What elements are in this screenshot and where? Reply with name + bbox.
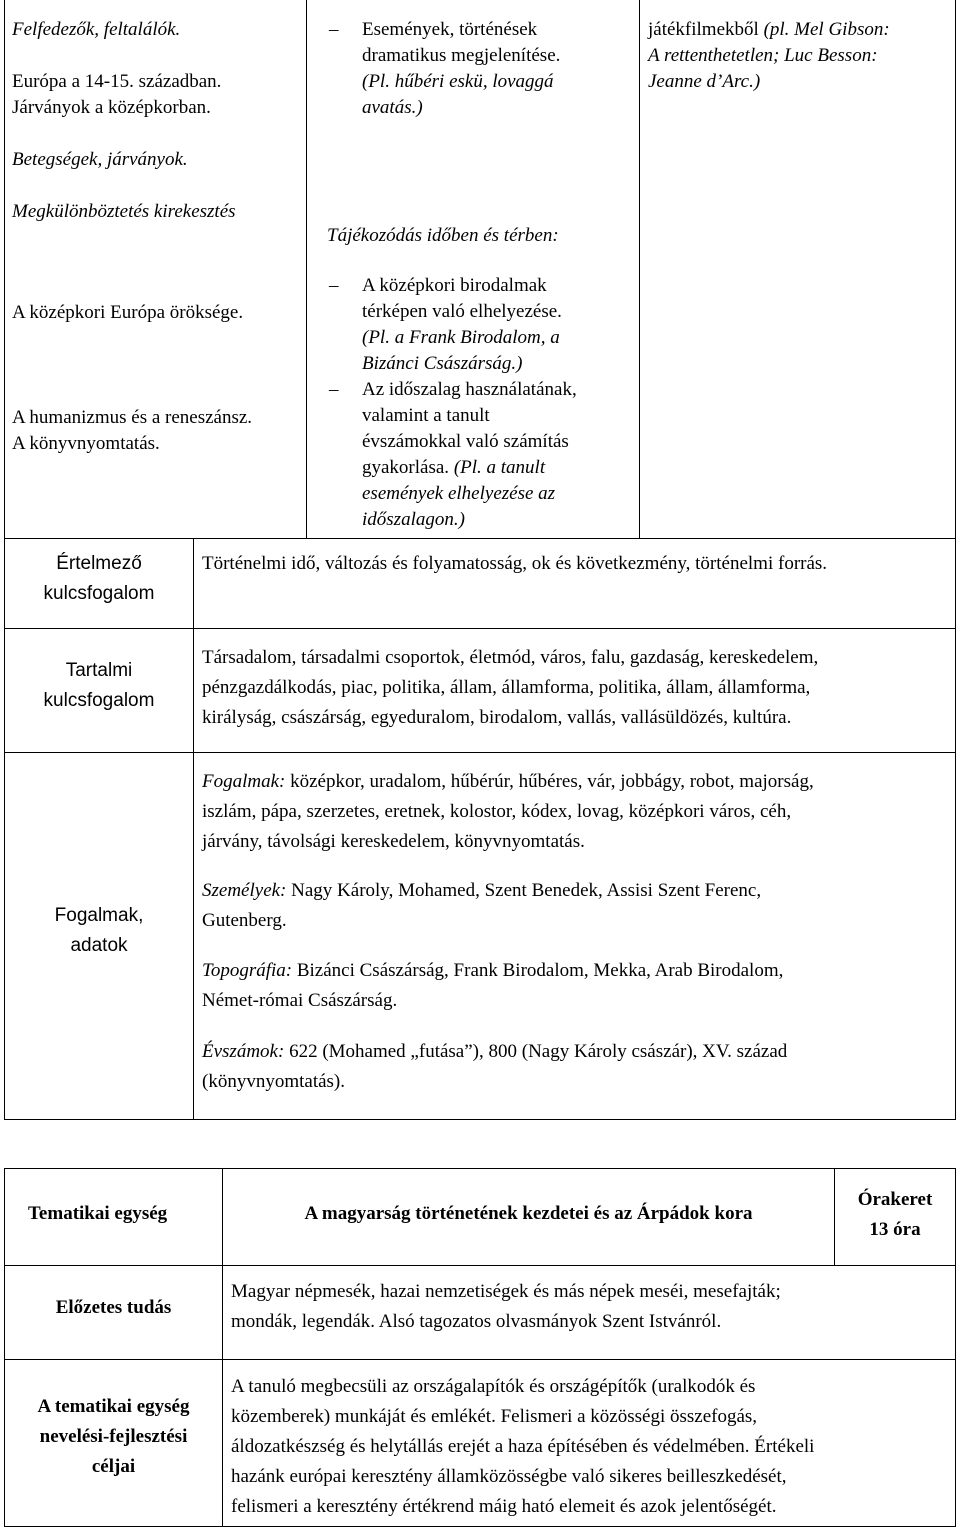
celjai-line-4: hazánk európai keresztény államközösségbe való sikeres beilleszkedését, xyxy=(231,1466,787,1487)
col2-item1-line-4: avatás.) xyxy=(362,97,423,118)
topografia-line-2: Német-római Császárság. xyxy=(202,990,398,1011)
table1-right-border xyxy=(955,0,956,1120)
fogalmak-line-3: járvány, távolsági kereskedelem, könyvnyomtatás. xyxy=(202,831,585,852)
col3-line-2: A rettenthetetlen; Luc Besson: xyxy=(648,45,878,66)
tartalmi-label-1: Tartalmi xyxy=(65,660,133,681)
tartalmi-line-3: királyság, császárság, egyeduralom, birodalom, vallás, vallásüldözés, kultúra. xyxy=(202,707,792,728)
table2-row-line-1 xyxy=(4,1265,956,1266)
evszamok-block xyxy=(202,1037,787,1097)
elozetes-text xyxy=(231,1277,781,1337)
col3-line-3: Jeanne d’Arc.) xyxy=(648,71,761,92)
col1-line-3: Járványok a középkorban. xyxy=(12,97,211,118)
topografia-block xyxy=(202,956,783,1016)
tartalmi-label xyxy=(5,658,193,714)
orakeret-label: Órakeret xyxy=(857,1189,933,1210)
table2-row-line-2 xyxy=(4,1359,956,1360)
fogalmak-line-1 xyxy=(202,767,814,797)
topografia-line-1-text: Bizánci Császárság, Frank Birodalom, Mekka, Arab Birodalom, xyxy=(292,960,784,981)
col2-item2-line-4: Bizánci Császárság.) xyxy=(362,353,523,374)
tartalmi-text xyxy=(202,643,818,733)
col2-item3-line-4a: gyakorlása. xyxy=(362,457,454,478)
elozetes-line-2: mondák, legendák. Alsó tagozatos olvasmányok Szent Istvánról. xyxy=(231,1311,722,1332)
celjai-text xyxy=(231,1372,814,1522)
table2-header-col3 xyxy=(835,1185,955,1245)
col2-item3-line-6: időszalagon.) xyxy=(362,509,465,530)
topografia-line-1 xyxy=(202,956,783,986)
celjai-label-2: nevelési-fejlesztési xyxy=(39,1426,188,1447)
col2-item3-line-1: Az időszalag használatának, xyxy=(362,379,577,400)
col1-line-7: A humanizmus és a reneszánsz. xyxy=(12,407,253,428)
celjai-label-3: céljai xyxy=(91,1456,136,1477)
szemelyek-label-italic: Személyek: xyxy=(202,880,287,901)
celjai-line-2: közemberek) munkáját és emlékét. Felismeri a közösségi összefogás, xyxy=(231,1406,758,1427)
dash-icon: – xyxy=(329,275,339,296)
table1-bottom-border xyxy=(4,1119,956,1120)
fogalmak-line-1-text: középkor, uradalom, hűbérúr, hűbéres, vár, jobbágy, robot, majorság, xyxy=(285,771,814,792)
col2-item3-line-5: események elhelyezése az xyxy=(362,483,556,504)
celjai-label xyxy=(5,1392,222,1482)
col2-item3-line-3: évszámokkal való számítás xyxy=(362,431,569,452)
elozetes-line-1: Magyar népmesék, hazai nemzetiségek és más népek meséi, mesefajták; xyxy=(231,1281,781,1302)
elozetes-label: Előzetes tudás xyxy=(55,1297,172,1318)
ertelmezo-label-2: kulcsfogalom xyxy=(43,583,155,604)
col2-item3-line-4 xyxy=(362,455,577,481)
tartalmi-line-1: Társadalom, társadalmi csoportok, életmód, város, falu, gazdaság, kereskedelem, xyxy=(202,647,819,668)
evszamok-line-1-text: 622 (Mohamed „futása”), 800 (Nagy Károly császár), XV. század xyxy=(284,1041,788,1062)
dash-icon: – xyxy=(329,19,339,40)
table1-row-line-3 xyxy=(4,752,956,753)
col1-line-6: A középkori Európa öröksége. xyxy=(12,302,244,323)
col3-line-1b: (pl. Mel Gibson: xyxy=(763,19,890,40)
table1-col-divider-2 xyxy=(639,0,640,538)
szemelyek-block xyxy=(202,876,761,936)
celjai-line-5: felismeri a keresztény értékrend máig ható elemeit és azok jelentőségét. xyxy=(231,1496,777,1517)
fogalmak-label-italic: Fogalmak: xyxy=(202,771,286,792)
col1-line-5: Megkülönböztetés kirekesztés xyxy=(12,201,236,222)
evszamok-label-italic: Évszámok: xyxy=(202,1041,285,1062)
table1-label-divider xyxy=(193,538,194,1120)
celjai-line-3: áldozatkészség és helytállás erejét a haza építésében és védelmében. Értékeli xyxy=(231,1436,815,1457)
table1-col-divider-1 xyxy=(306,0,307,538)
celjai-line-1: A tanuló megbecsüli az országalapítók és országépítők (uralkodók és xyxy=(231,1376,756,1397)
col2-item3-line-4b: (Pl. a tanult xyxy=(453,457,546,478)
col3-line-1a: játékfilmekből xyxy=(648,19,764,40)
evszamok-line-2: (könyvnyomtatás). xyxy=(202,1071,346,1092)
col2-item2-line-1: A középkori birodalmak xyxy=(362,275,547,296)
szemelyek-line-1 xyxy=(202,876,761,906)
szemelyek-line-2: Gutenberg. xyxy=(202,910,287,931)
topografia-label-italic: Topográfia: xyxy=(202,960,293,981)
col2-item1-line-2: dramatikus megjelenítése. xyxy=(362,45,561,66)
fogalmak-block xyxy=(202,767,814,857)
dash-icon: – xyxy=(329,379,339,400)
szemelyek-line-1-text: Nagy Károly, Mohamed, Szent Benedek, Assisi Szent Ferenc, xyxy=(286,880,762,901)
col2-item2-line-3: (Pl. a Frank Birodalom, a xyxy=(362,327,560,348)
table2-right-border xyxy=(955,1168,956,1527)
table2-top-border xyxy=(4,1168,956,1169)
col1-line-8: A könyvnyomtatás. xyxy=(12,433,160,454)
fogalmak-label-1: Fogalmak, xyxy=(54,905,144,926)
col2-item1-line-3: (Pl. hűbéri eskü, lovaggá xyxy=(362,71,554,92)
col1-line-4: Betegségek, járványok. xyxy=(12,149,188,170)
fogalmak-label xyxy=(5,903,193,959)
ertelmezo-text: Történelmi idő, változás és folyamatosság, ok és következmény, történelmi forrás. xyxy=(202,553,828,574)
ertelmezo-label-1: Értelmező xyxy=(56,553,142,574)
col2-item3-line-2: valamint a tanult xyxy=(362,405,490,426)
col2-heading: Tájékozódás időben és térben: xyxy=(327,225,559,246)
evszamok-line-1 xyxy=(202,1037,787,1067)
table2-header-col1: Tematikai egység xyxy=(28,1203,168,1224)
tartalmi-line-2: pénzgazdálkodás, piac, politika, állam, államforma, politika, állam, államforma, xyxy=(202,677,811,698)
fogalmak-line-2: iszlám, pápa, szerzetes, eretnek, kolostor, kódex, lovag, középkori város, céh, xyxy=(202,801,792,822)
ertelmezo-label xyxy=(5,551,193,607)
col1-line-2: Európa a 14-15. században. xyxy=(12,71,222,92)
col2-item2-line-2: térképen való elhelyezése. xyxy=(362,301,562,322)
table1-row-line-1 xyxy=(4,538,956,539)
orakeret-value: 13 óra xyxy=(869,1219,921,1240)
col3-line-1 xyxy=(648,17,890,43)
celjai-label-1: A tematikai egység xyxy=(37,1396,190,1417)
col2-item1-line-1: Események, történések xyxy=(362,19,538,40)
tartalmi-label-2: kulcsfogalom xyxy=(43,690,155,711)
table1-row-line-2 xyxy=(4,628,956,629)
col1-line-1: Felfedezők, feltalálók. xyxy=(12,19,181,40)
fogalmak-label-2: adatok xyxy=(70,935,128,956)
table2-header-col2: A magyarság történetének kezdetei és az Árpádok kora xyxy=(304,1203,753,1224)
